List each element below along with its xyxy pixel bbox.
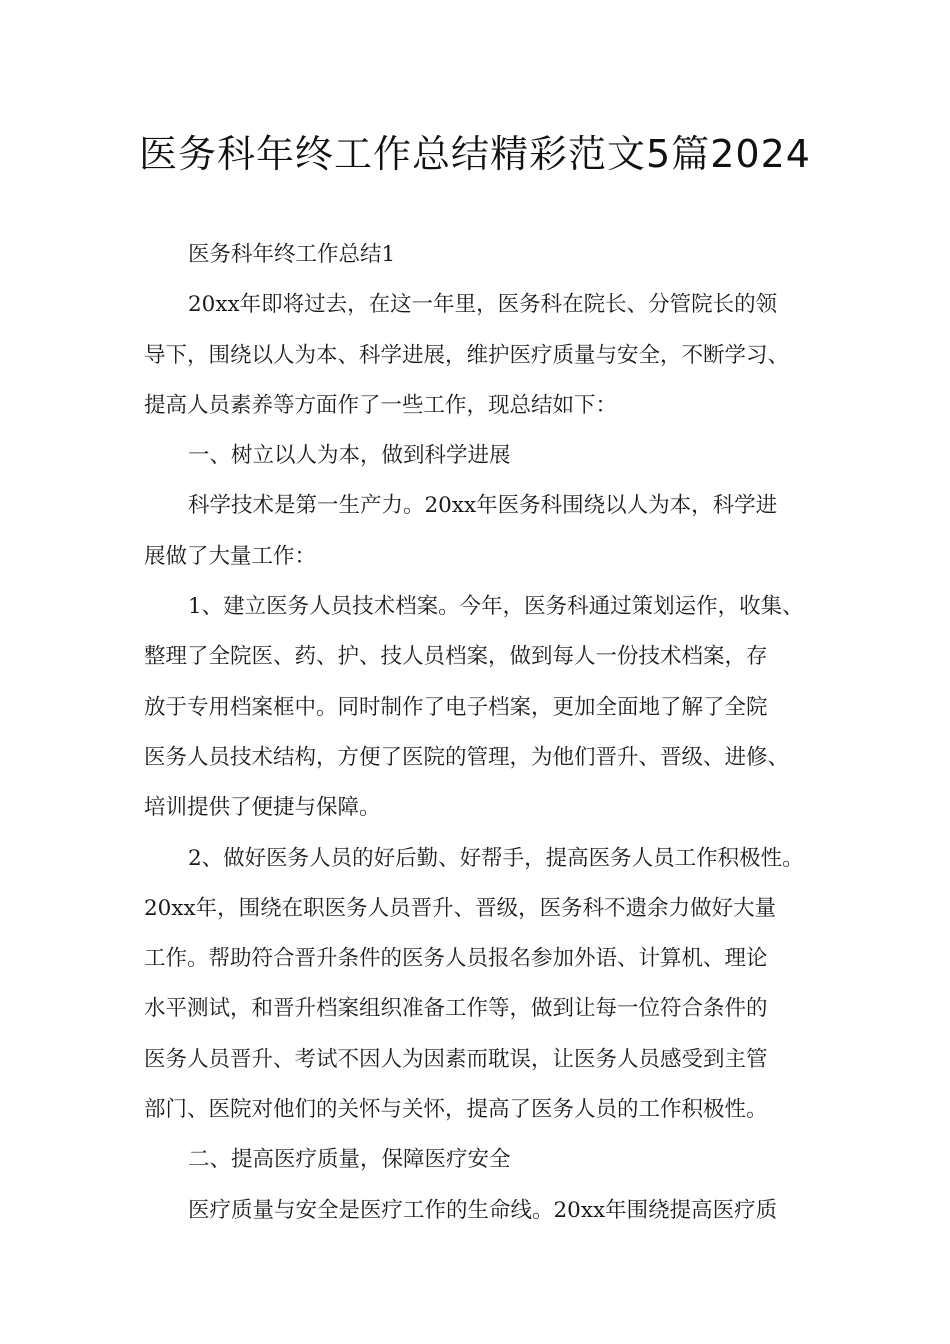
text-line: 医务人员晋升、考试不因人为因素而耽误，让医务人员感受到主管	[144, 1046, 768, 1072]
text-line: 科学技术是第一生产力。20xx年医务科围绕以人为本，科学进	[188, 493, 778, 519]
document-body	[144, 230, 816, 1236]
text-line: 2、做好医务人员的好后勤、好帮手，提高医务人员工作积极性。	[188, 845, 804, 871]
text-line: 放于专用档案框中。同时制作了电子档案，更加全面地了解了全院	[144, 694, 768, 720]
text-line: 导下，围绕以人为本、科学进展，维护医疗质量与安全，不断学习、	[144, 342, 790, 368]
text-line: 水平测试，和晋升档案组织准备工作等，做到让每一位符合条件的	[144, 996, 768, 1022]
text-line: 1、建立医务人员技术档案。今年，医务科通过策划运作，收集、	[188, 594, 804, 620]
text-line: 提高人员素养等方面作了一些工作，现总结如下：	[144, 392, 618, 418]
text-line: 工作。帮助符合晋升条件的医务人员报名参加外语、计算机、理论	[144, 946, 768, 972]
text-line: 二、提高医疗质量，保障医疗安全	[188, 1147, 511, 1173]
text-line: 整理了全院医、药、护、技人员档案，做到每人一份技术档案，存	[144, 644, 768, 670]
text-line: 一、树立以人为本，做到科学进展	[188, 443, 511, 469]
document-title: 医务科年终工作总结精彩范文5篇2024	[139, 132, 811, 176]
text-line: 部门、医院对他们的关怀与关怀，提高了医务人员的工作积极性。	[144, 1097, 768, 1123]
text-line: 20xx年，围绕在职医务人员晋升、晋级，医务科不遗余力做好大量	[144, 895, 777, 921]
text-line: 医务人员技术结构，方便了医院的管理，为他们晋升、晋级、进修、	[144, 744, 790, 770]
text-line: 医务科年终工作总结1	[188, 242, 396, 267]
text-line: 20xx年即将过去，在这一年里，医务科在院长、分管院长的领	[188, 292, 778, 318]
text-line: 展做了大量工作：	[144, 543, 317, 569]
text-line: 医疗质量与安全是医疗工作的生命线。20xx年围绕提高医疗质	[188, 1197, 778, 1223]
text-line: 培训提供了便捷与保障。	[144, 795, 381, 821]
